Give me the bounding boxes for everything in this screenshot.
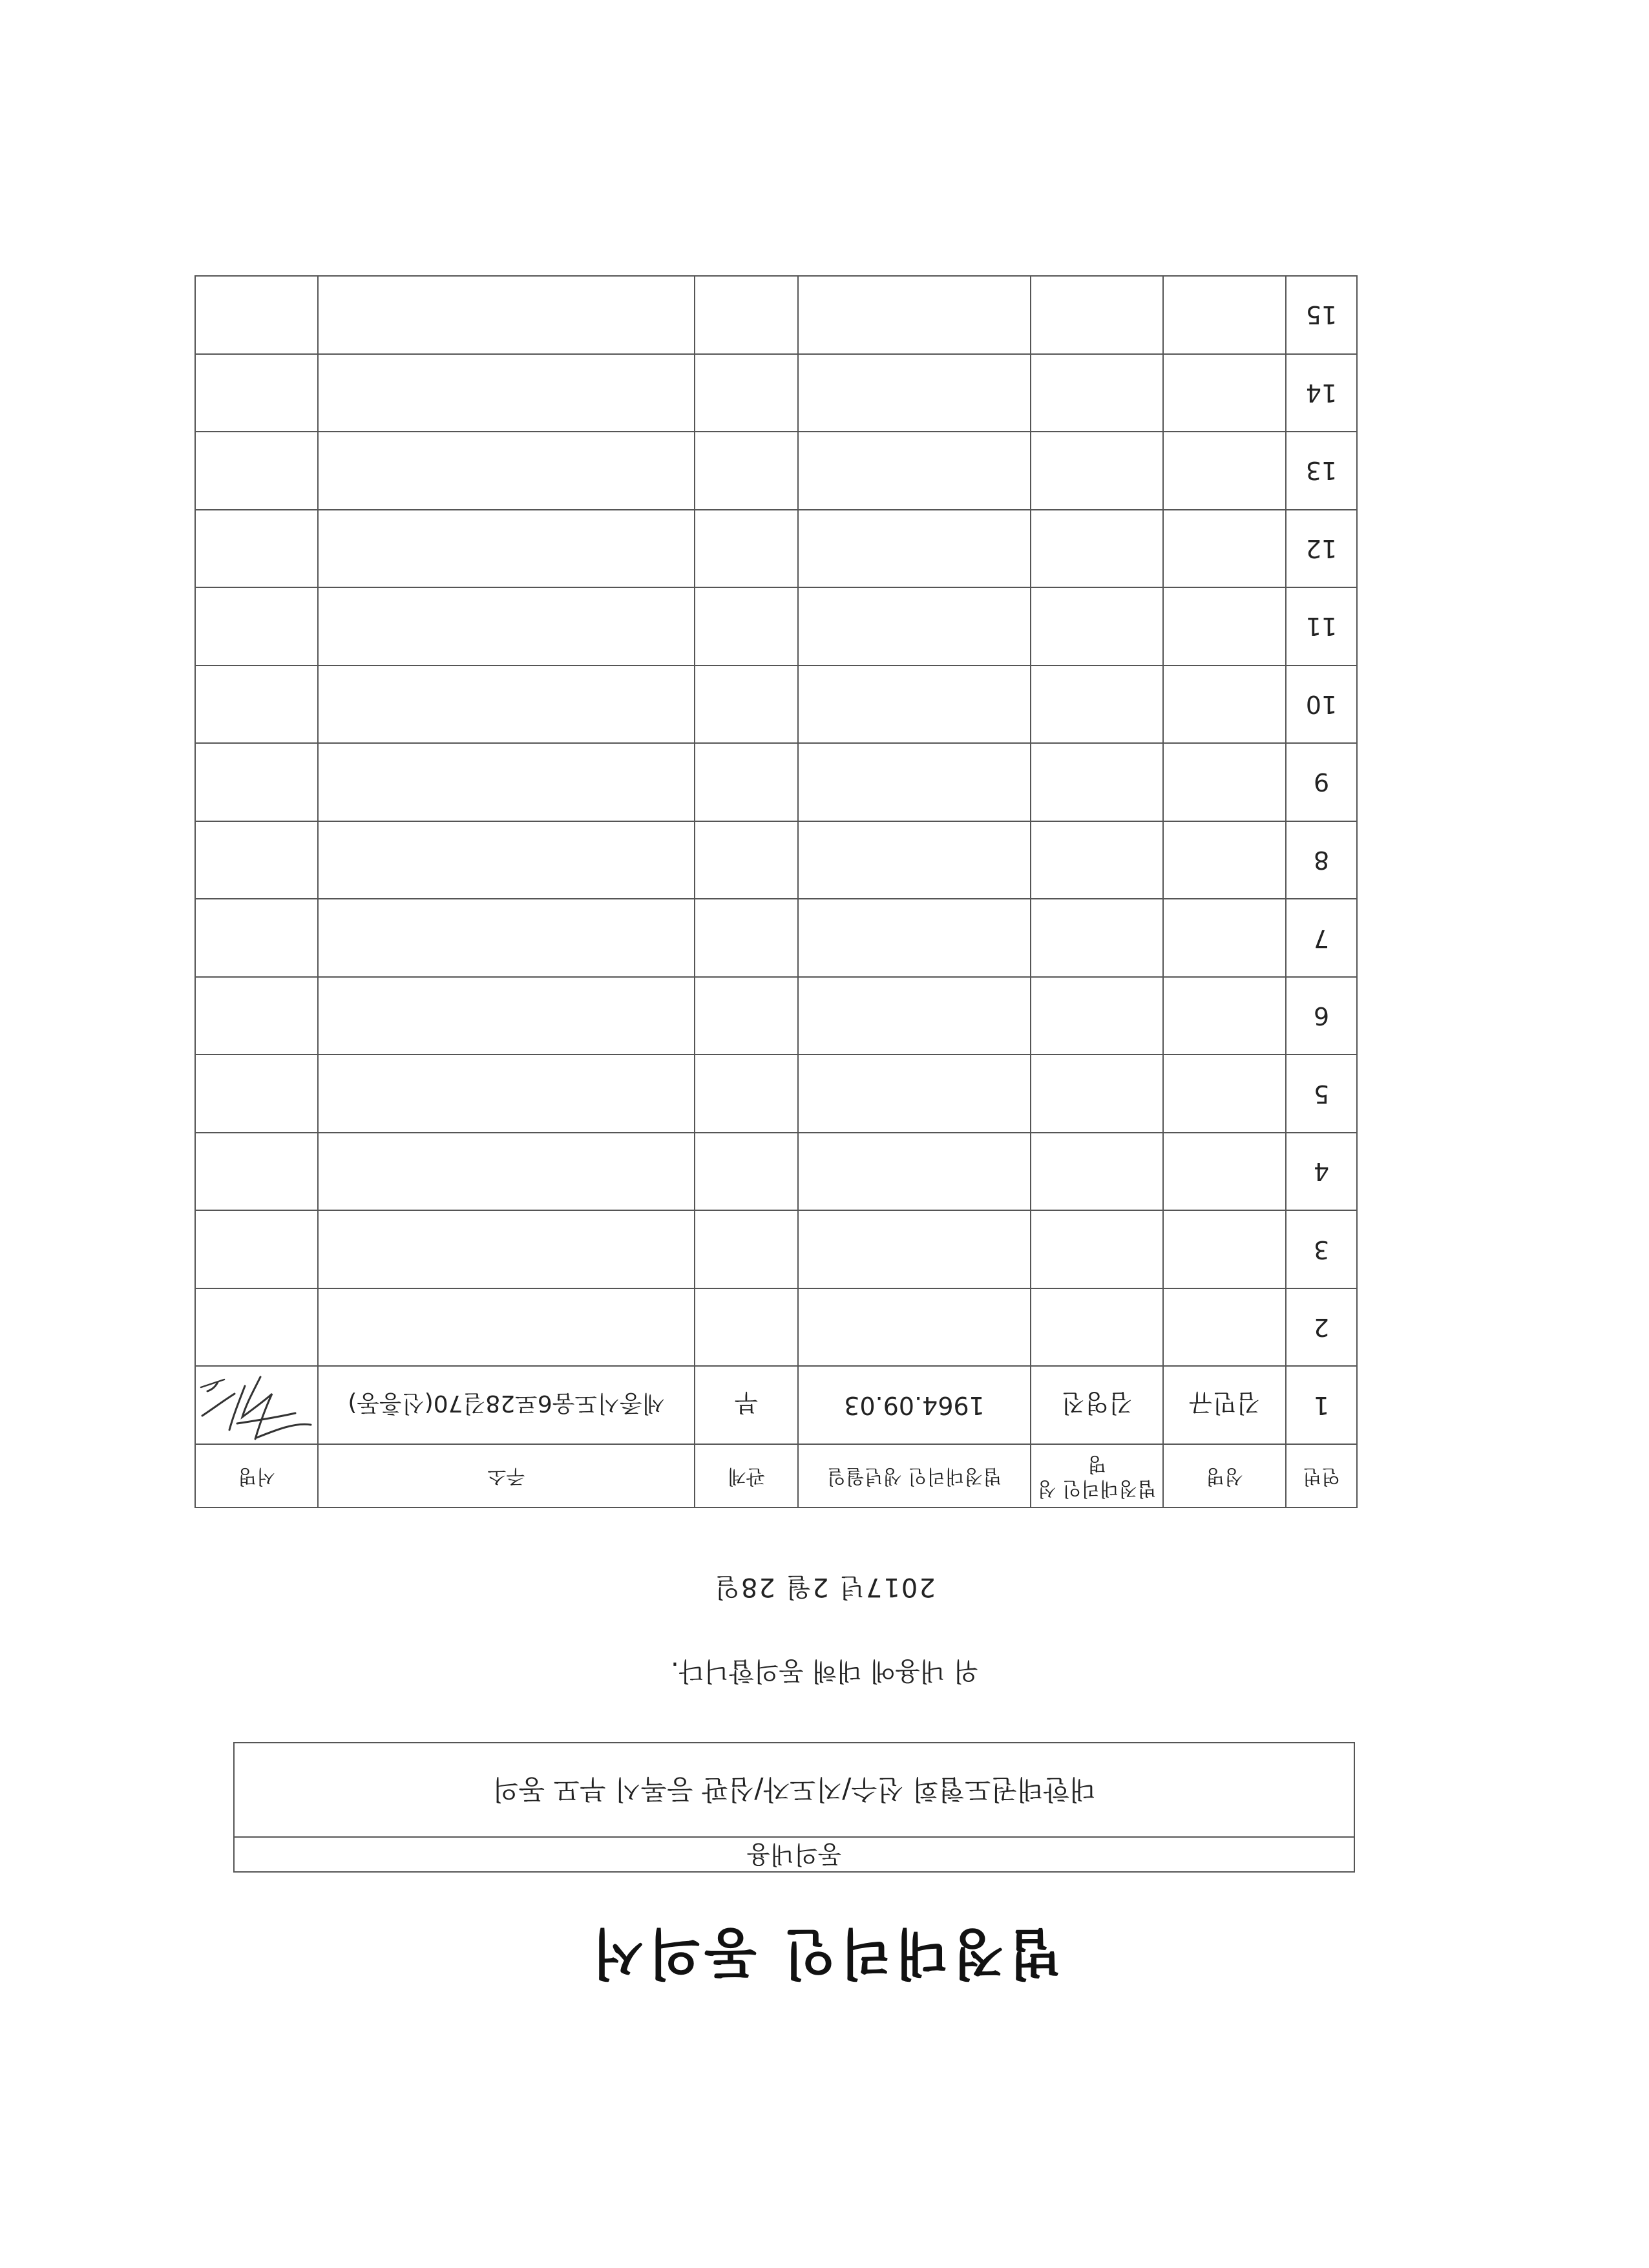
cell-guardian: [1031, 587, 1163, 666]
table-row: [195, 1288, 1357, 1367]
cell-relation: [695, 899, 798, 977]
table-row: [195, 977, 1357, 1055]
cell-guardian: [1031, 1288, 1163, 1367]
table-header-row: [195, 1444, 1357, 1507]
cell-guardian: [1031, 432, 1163, 510]
cell-no: 11: [1286, 587, 1357, 666]
document-date: 2017년 2월 28일: [713, 1572, 936, 1602]
confirmation-text: 위 내용에 대해 동의합니다.: [671, 1656, 978, 1686]
cell-address: [318, 510, 695, 588]
cell-name: 김민규: [1163, 1366, 1286, 1444]
table-row: [195, 432, 1357, 510]
cell-guardian: [1031, 1210, 1163, 1288]
cell-address: 세종시도움6로28길70(신흥동): [318, 1366, 695, 1444]
cell-relation: 부: [695, 1366, 798, 1444]
cell-sign: [195, 1288, 318, 1367]
cell-relation: [695, 276, 798, 354]
cell-address: [318, 666, 695, 744]
table-row: [195, 1055, 1357, 1133]
cell-no: 4: [1286, 1133, 1357, 1211]
cell-address: [318, 977, 695, 1055]
agreement-content: 대한태권도협회 선수/지도자/심판 등록시 부모 동의: [492, 1774, 1096, 1805]
cell-sign: [195, 276, 318, 354]
cell-name: [1163, 587, 1286, 666]
cell-guardian: [1031, 977, 1163, 1055]
header-address: 주소: [318, 1444, 695, 1507]
cell-birth: [798, 821, 1031, 899]
document-title: 법정대리인 동의서: [587, 1922, 1062, 1985]
cell-guardian: [1031, 354, 1163, 432]
cell-no: 6: [1286, 977, 1357, 1055]
cell-sign: [195, 666, 318, 744]
cell-sign: [195, 1366, 318, 1444]
cell-birth: [798, 587, 1031, 666]
cell-sign: [195, 1133, 318, 1211]
cell-sign: [195, 821, 318, 899]
cell-birth: [798, 1210, 1031, 1288]
cell-no: 7: [1286, 899, 1357, 977]
table-row: [195, 1133, 1357, 1211]
header-no: 연번: [1286, 1444, 1357, 1507]
table-row: [195, 1366, 1357, 1444]
cell-birth: [798, 977, 1031, 1055]
cell-guardian: [1031, 1133, 1163, 1211]
cell-birth: 1964.09.03: [798, 1366, 1031, 1444]
cell-name: [1163, 1133, 1286, 1211]
cell-sign: [195, 977, 318, 1055]
cell-guardian: [1031, 899, 1163, 977]
cell-birth: [798, 666, 1031, 744]
table-row: [195, 276, 1357, 354]
cell-relation: [695, 587, 798, 666]
cell-birth: [798, 510, 1031, 588]
cell-no: 12: [1286, 510, 1357, 588]
cell-sign: [195, 354, 318, 432]
cell-relation: [695, 354, 798, 432]
cell-no: 5: [1286, 1055, 1357, 1133]
cell-name: [1163, 977, 1286, 1055]
cell-birth: [798, 1288, 1031, 1367]
cell-sign: [195, 587, 318, 666]
header-sign: 서명: [195, 1444, 318, 1507]
table-row: [195, 587, 1357, 666]
cell-no: 2: [1286, 1288, 1357, 1367]
signature-image: [198, 1369, 315, 1442]
cell-birth: [798, 743, 1031, 821]
cell-address: [318, 1288, 695, 1367]
cell-sign: [195, 510, 318, 588]
table-row: [195, 1210, 1357, 1288]
cell-sign: [195, 1055, 318, 1133]
cell-guardian: [1031, 1055, 1163, 1133]
cell-relation: [695, 666, 798, 744]
cell-relation: [695, 821, 798, 899]
cell-name: [1163, 666, 1286, 744]
cell-sign: [195, 743, 318, 821]
cell-no: 15: [1286, 276, 1357, 354]
cell-address: [318, 432, 695, 510]
header-relation: 관계: [695, 1444, 798, 1507]
cell-address: [318, 743, 695, 821]
cell-name: [1163, 354, 1286, 432]
cell-name: [1163, 276, 1286, 354]
cell-relation: [695, 977, 798, 1055]
guardian-table: [194, 275, 1358, 1508]
agreement-box: [233, 1742, 1355, 1873]
cell-name: [1163, 1055, 1286, 1133]
cell-sign: [195, 1210, 318, 1288]
cell-address: [318, 1055, 695, 1133]
cell-address: [318, 276, 695, 354]
table-row: [195, 899, 1357, 977]
table-row: [195, 743, 1357, 821]
cell-address: [318, 587, 695, 666]
cell-guardian: [1031, 510, 1163, 588]
header-birth: 법정대리인 생년월일: [798, 1444, 1031, 1507]
cell-birth: [798, 432, 1031, 510]
cell-sign: [195, 899, 318, 977]
cell-name: [1163, 510, 1286, 588]
table-row: [195, 666, 1357, 744]
cell-guardian: 김영진: [1031, 1366, 1163, 1444]
cell-birth: [798, 276, 1031, 354]
cell-address: [318, 821, 695, 899]
cell-address: [318, 899, 695, 977]
cell-name: [1163, 899, 1286, 977]
agreement-header: 동의내용: [235, 1836, 1354, 1871]
cell-no: 8: [1286, 821, 1357, 899]
cell-address: [318, 1133, 695, 1211]
cell-address: [318, 1210, 695, 1288]
cell-no: 1: [1286, 1366, 1357, 1444]
cell-no: 14: [1286, 354, 1357, 432]
cell-no: 13: [1286, 432, 1357, 510]
cell-relation: [695, 1288, 798, 1367]
cell-guardian: [1031, 821, 1163, 899]
cell-relation: [695, 432, 798, 510]
cell-name: [1163, 1210, 1286, 1288]
cell-no: 10: [1286, 666, 1357, 744]
header-name: 성명: [1163, 1444, 1286, 1507]
cell-no: 9: [1286, 743, 1357, 821]
cell-guardian: [1031, 666, 1163, 744]
table-row: [195, 354, 1357, 432]
cell-relation: [695, 1210, 798, 1288]
table-body: [195, 276, 1357, 1444]
cell-relation: [695, 743, 798, 821]
cell-name: [1163, 743, 1286, 821]
cell-name: [1163, 432, 1286, 510]
cell-sign: [195, 432, 318, 510]
cell-relation: [695, 1133, 798, 1211]
cell-relation: [695, 1055, 798, 1133]
cell-guardian: [1031, 743, 1163, 821]
header-guardian: 법정대리인 성명: [1031, 1444, 1163, 1507]
cell-guardian: [1031, 276, 1163, 354]
cell-address: [318, 354, 695, 432]
cell-no: 3: [1286, 1210, 1357, 1288]
cell-relation: [695, 510, 798, 588]
cell-name: [1163, 1288, 1286, 1367]
cell-name: [1163, 821, 1286, 899]
cell-birth: [798, 1055, 1031, 1133]
table-row: [195, 510, 1357, 588]
cell-birth: [798, 899, 1031, 977]
cell-birth: [798, 1133, 1031, 1211]
cell-birth: [798, 354, 1031, 432]
table-row: [195, 821, 1357, 899]
